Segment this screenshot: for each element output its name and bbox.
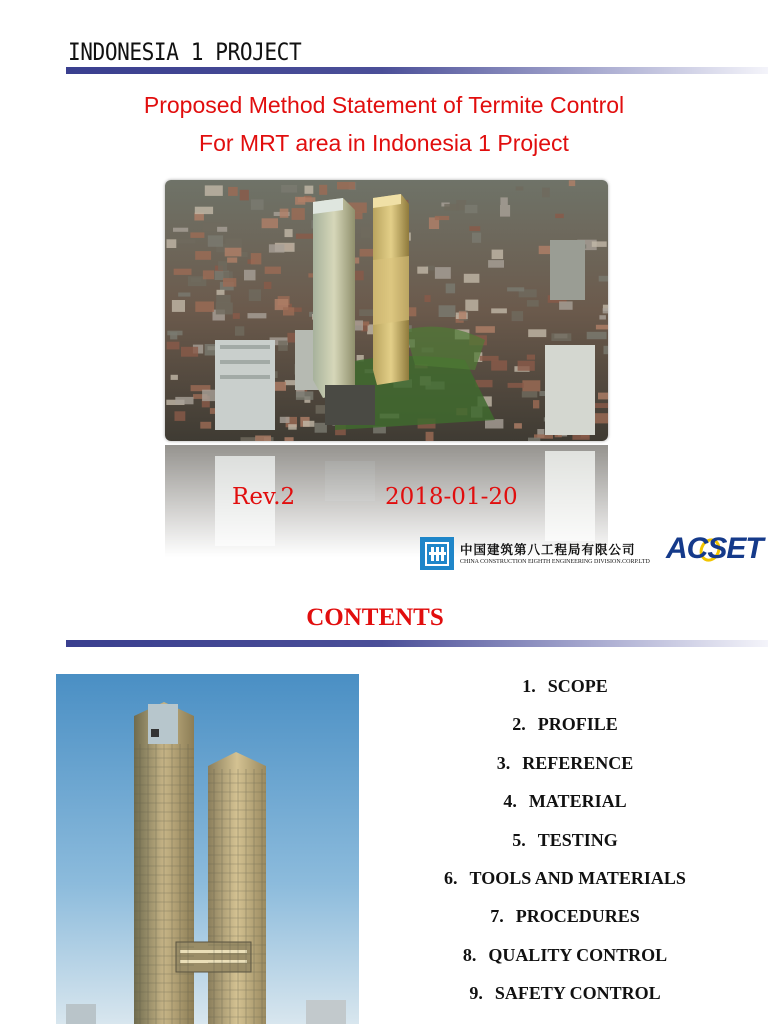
toc-item[interactable]: 8. QUALITY CONTROL xyxy=(462,944,668,965)
toc-item[interactable]: 2. PROFILE xyxy=(512,714,618,735)
company-name-english: CHINA CONSTRUCTION EIGHTH ENGINEERING DIVISION.CORP.LTD xyxy=(460,559,650,565)
subtitle-line-2: For MRT area in Indonesia 1 Project xyxy=(199,130,569,156)
subtitle-line-1: Proposed Method Statement of Termite Control xyxy=(143,92,625,118)
header-title: INDONESIA 1 PROJECT xyxy=(68,38,302,66)
header-divider xyxy=(66,67,768,74)
company-name-chinese: 中国建筑第八工程局有限公司 xyxy=(460,542,636,557)
toc-item[interactable]: 3. REFERENCE xyxy=(496,752,634,773)
toc-item[interactable]: 7. PROCEDURES xyxy=(490,906,640,927)
toc-item[interactable]: 4. MATERIAL xyxy=(503,791,627,812)
toc-item[interactable]: 5. TESTING xyxy=(512,829,618,850)
table-of-contents xyxy=(400,668,730,1014)
cscec-logo-icon xyxy=(420,537,454,570)
contents-divider xyxy=(66,640,768,647)
aerial-city-rendering xyxy=(165,180,608,441)
revision-label: Rev.2 xyxy=(232,484,296,510)
contents-title: CONTENTS xyxy=(306,604,444,631)
toc-item[interactable]: 1. SCOPE xyxy=(522,676,608,696)
twin-tower-rendering xyxy=(56,674,359,1024)
revision-date: 2018-01-20 xyxy=(385,484,518,510)
toc-item[interactable]: 9. SAFETY CONTROL xyxy=(469,983,661,1004)
toc-item[interactable]: 6. TOOLS AND MATERIALS xyxy=(444,867,686,888)
acset-logo: ACSET xyxy=(666,532,763,565)
